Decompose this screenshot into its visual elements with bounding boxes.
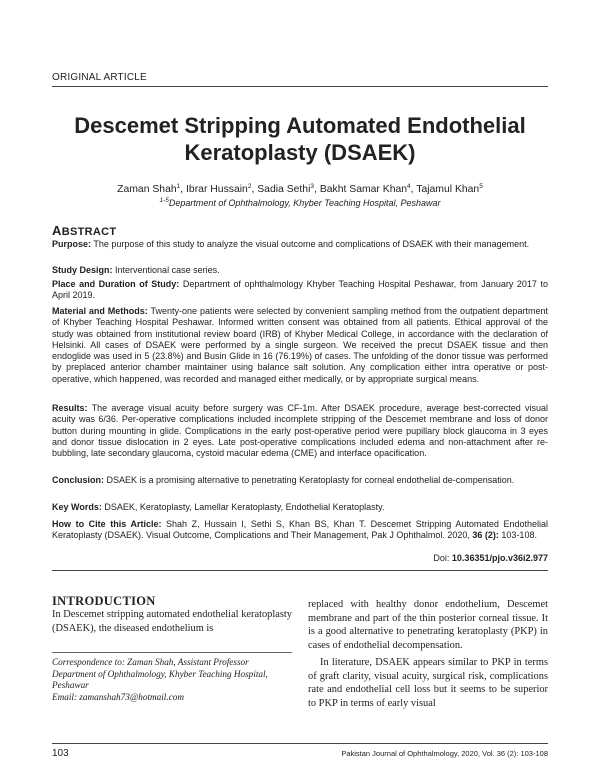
abstract-purpose: [52, 239, 548, 250]
introduction-right-para-2: In literature, DSAEK appears similar to PKP in terms of graft clarity, visual acuity, surgical risk, complications rate and endothelial cell loss but it seems to be superior to PKP in terms of early visual: [308, 657, 548, 710]
abstract-place: [52, 279, 548, 302]
affiliation: [52, 197, 548, 209]
purpose-label: Purpose:: [52, 239, 92, 249]
conclusion-label: Conclusion:: [52, 475, 104, 485]
title-line-1: Descemet Stripping Automated Endothelial: [74, 113, 526, 138]
cite-text: Shah Z, Hussain I, Sethi S, Khan BS, Khan T. Descemet Stripping Automated Endothelial Keratoplasty (DSAEK). Visual Outcome, Complications and Their Management, Pak J Ophthalmol. 2020,: [52, 519, 548, 541]
correspondence-line-2: Department of Ophthalmology, Khyber Teaching Hospital, Peshawar: [52, 668, 268, 691]
author-sup: 4: [407, 183, 411, 190]
author-sup: 2: [247, 183, 252, 190]
doi-line: [433, 553, 548, 563]
title-line-2: Keratoplasty (DSAEK): [184, 140, 416, 165]
article-title: [52, 112, 548, 166]
author-name: Ibrar Hussain: [186, 184, 248, 195]
page-number: 103: [52, 748, 69, 759]
abstract-keywords: [52, 502, 548, 513]
header-divider: [52, 86, 548, 87]
author-sup: 1: [176, 183, 181, 190]
doi-link[interactable]: 10.36351/pjo.v36i2.977: [451, 553, 548, 563]
keywords-text: DSAEK, Keratoplasty, Lamellar Keratoplasty, Endothelial Keratoplasty.: [104, 502, 385, 512]
abstract-heading-rest: BSTRACT: [61, 226, 117, 238]
correspondence-line-1: Correspondence to: Zaman Shah, Assistant Professor: [52, 657, 249, 667]
results-label: Results:: [52, 403, 88, 413]
author-sup: 5: [479, 183, 483, 190]
methods-label: Material and Methods:: [52, 306, 148, 316]
journal-citation: Pakistan Journal of Ophthalmology, 2020, Vol. 36 (2): 103-108: [341, 749, 548, 758]
purpose-text: The purpose of this study to analyze the visual outcome and complications of DSAEK with their management.: [93, 239, 530, 249]
cite-label: How to Cite this Article:: [52, 519, 162, 529]
introduction-heading: INTRODUCTION: [52, 594, 156, 608]
correspondence-email[interactable]: Email: zamanshah73@hotmail.com: [52, 691, 184, 702]
author-name: Zaman Shah: [117, 184, 177, 195]
doi-label: Doi:: [433, 553, 450, 563]
author-name: Bakht Samar Khan: [319, 184, 408, 195]
design-label: Study Design:: [52, 265, 113, 275]
design-text: Interventional case series.: [115, 265, 220, 275]
article-type-label: ORIGINAL ARTICLE: [52, 72, 147, 83]
results-text: The average visual acuity before surgery was CF-1m. After DSAEK procedure, average best-corrected visual acuity was 6/36. Per-operative complications included incomplete stripping of the Descemet membrane and loss of donor button during mounting in glide. Complications in the early post-operative period were pupillary block glaucoma in 3 eyes and donor tissue dislocation in 2 eyes. Late post-operative complications included edema and non-attachment after re-bubbling, late secondary glaucoma, cystoid macular edema (CME) and interface opacification.: [52, 403, 548, 459]
abstract-citation: [52, 519, 548, 542]
conclusion-text: DSAEK is a promising alternative to penetrating Keratoplasty for corneal endothelial de-compensation.: [106, 475, 515, 485]
place-label: Place and Duration of Study:: [52, 279, 180, 289]
affiliation-text: Department of Ophthalmology, Khyber Teaching Hospital, Peshawar: [168, 198, 441, 208]
keywords-label: Key Words:: [52, 502, 102, 512]
introduction-left-text: In Descemet stripping automated endothelial keratoplasty (DSAEK), the diseased endothelium is: [52, 609, 292, 634]
abstract-heading-initial: A: [52, 223, 62, 238]
cite-volume: 36 (2):: [472, 530, 499, 541]
abstract-design: [52, 265, 548, 276]
abstract-divider: [52, 570, 548, 571]
methods-text: Twenty-one patients were selected by convenient sampling method from the outpatient department of Khyber Teaching Hospital Peshawar. Informed written consent was obtained from all patients. Ethical approval of the study was obtained from institutional review board (IRB) of Khyber Medical College, in accordance with the declaration of Helsinki. All cases of DSAEK were performed by a single surgeon. We received the precut DSAEK tissue and then endoglide was used in 5 (23.8%) and Busin Glide in 16 (76.19%) of cases. The unfolding of the donor tissue was performed by preplaced anterior chamber maintainer using balance salt solution. Any complication either intra operative or post-operative, which happened, was recorded and managed either medically, or by appropriate surgical means.: [52, 306, 549, 384]
abstract-conclusion: [52, 475, 548, 486]
abstract-methods: [52, 306, 548, 385]
cite-pages: 103-108.: [501, 530, 537, 541]
affiliation-sup: 1-5: [159, 197, 169, 204]
correspondence-block: [52, 657, 292, 703]
correspondence-divider: [52, 652, 292, 653]
footer-divider: [52, 743, 548, 744]
author-sup: 3: [310, 183, 315, 190]
author-list: Zaman Shah$^1$, Ibrar Hussain$^2$, Sadia Sethi$^3$, Bakht Samar Khan$^4$, Tajamul Khan$^5$: [117, 183, 483, 195]
abstract-heading: [52, 223, 116, 238]
author-name: Sadia Sethi: [257, 184, 311, 195]
author-name: Tajamul Khan: [416, 184, 480, 195]
place-text: Department of ophthalmology Khyber Teaching Hospital Peshawar, from January 2017 to April 2019.: [52, 279, 548, 301]
introduction-right-para-1: replaced with healthy donor endothelium, Descemet membrane and part of the thin posterior corneal tissue. It is a good alternative to penetrating keratoplasty (PKP) in cases of endothelial decompensation.: [308, 599, 548, 652]
abstract-results: [52, 403, 548, 459]
